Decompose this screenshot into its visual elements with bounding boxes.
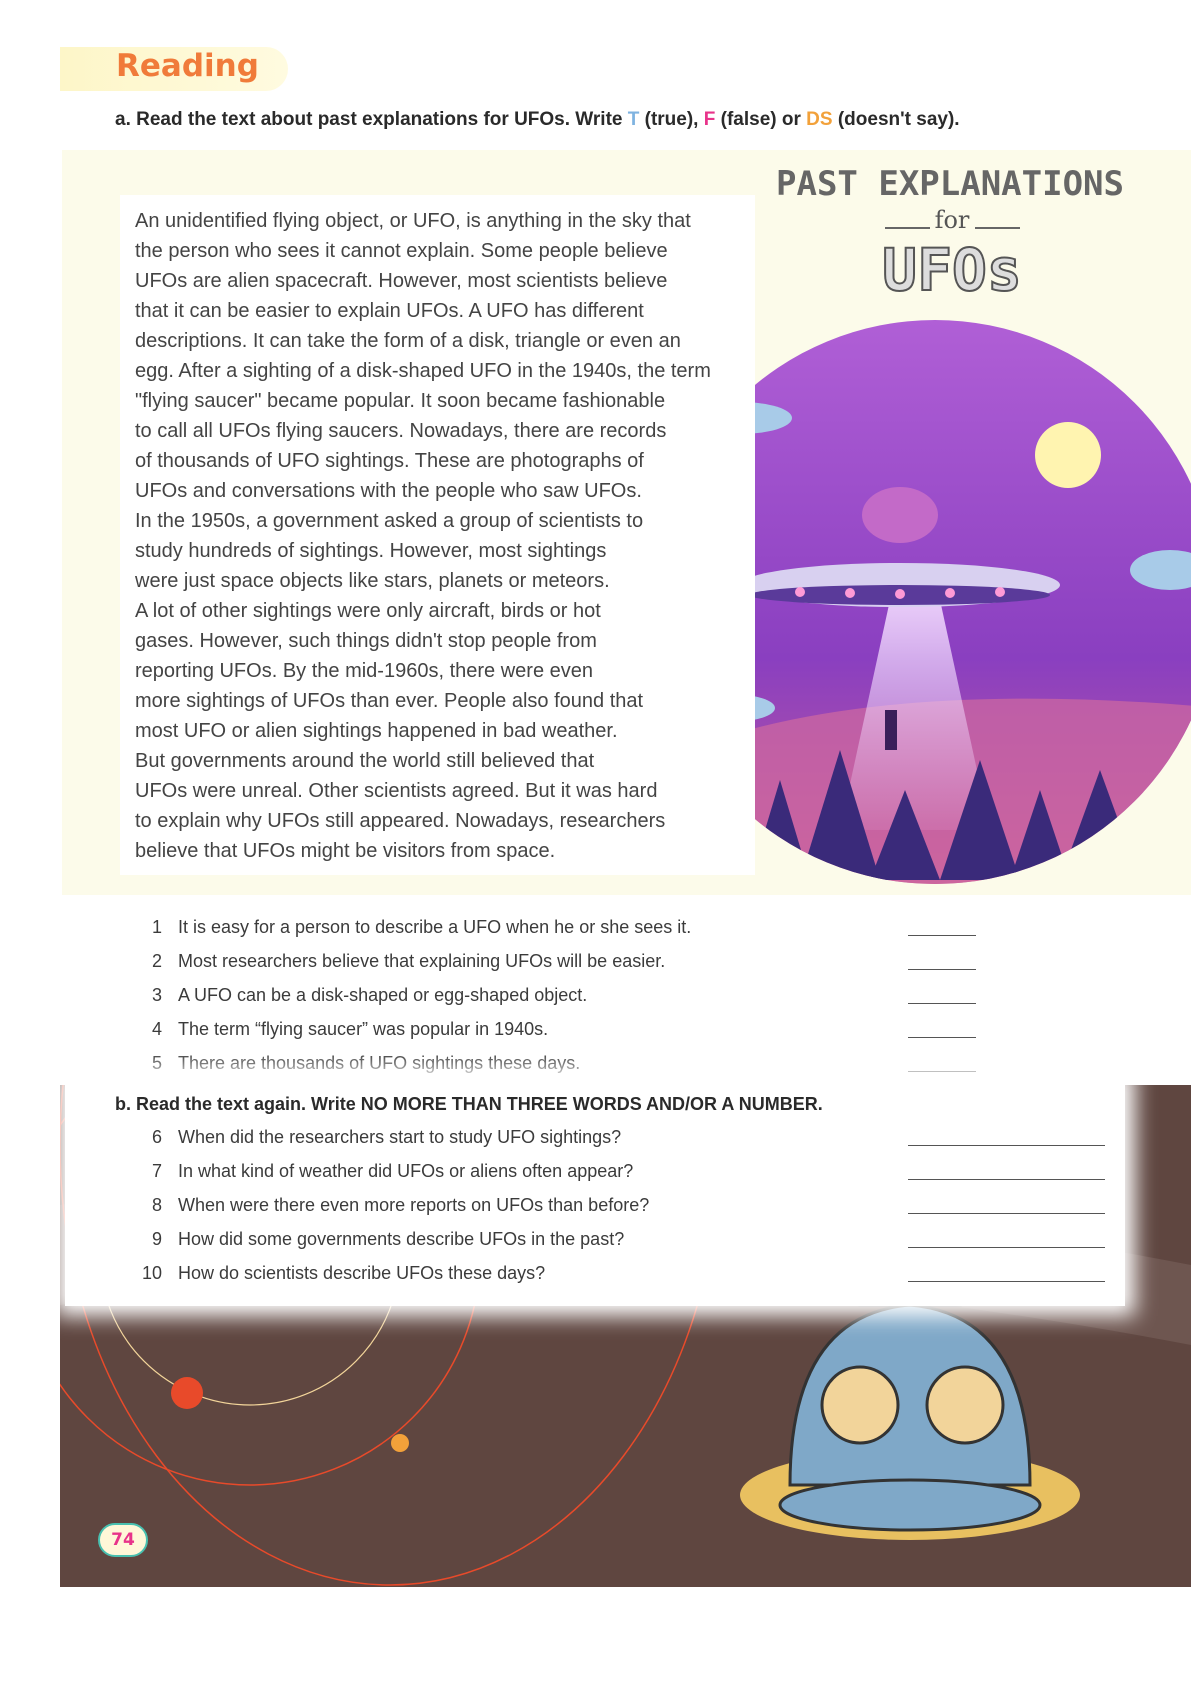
passage-line: study hundreds of sightings. However, most sightings: [135, 540, 607, 562]
robot-spaceship: [740, 1280, 1080, 1540]
passage-line: egg. After a sighting of a disk-shaped UFO in the 1940s, the term: [135, 360, 711, 382]
question-number: 8: [151, 1195, 162, 1215]
question-number: 9: [151, 1229, 162, 1249]
question-number: 3: [151, 985, 162, 1005]
abducted-person: [885, 710, 897, 750]
question-number: 7: [151, 1161, 162, 1181]
passage-line: reporting UFOs. By the mid-1960s, there were even: [135, 660, 593, 682]
question-text: Most researchers believe that explaining UFOs will be easier.: [178, 951, 666, 971]
answer-blank[interactable]: [908, 935, 976, 936]
illustration-title-line3: UFOs: [882, 236, 1022, 304]
passage-line: believe that UFOs might be visitors from space.: [135, 840, 556, 862]
ufo-dome: [862, 487, 938, 543]
passage-line: UFOs and conversations with the people who saw UFOs.: [135, 480, 642, 502]
answer-blank[interactable]: [908, 1179, 1105, 1180]
reading-passage: [135, 206, 735, 866]
question-number: 5: [151, 1053, 162, 1073]
passage-line: the person who sees it cannot explain. Some people believe: [135, 240, 668, 262]
question-text: In what kind of weather did UFOs or aliens often appear?: [178, 1161, 634, 1181]
answer-blank[interactable]: [908, 1071, 976, 1072]
planet: [171, 1377, 203, 1409]
passage-line: UFOs were unreal. Other scientists agreed. But it was hard: [135, 780, 658, 802]
passage-line: "flying saucer" became popular. It soon became fashionable: [135, 390, 666, 412]
passage-line: An unidentified flying object, or UFO, is anything in the sky that: [135, 210, 691, 232]
question-text: When were there even more reports on UFOs than before?: [178, 1195, 650, 1215]
passage-line: UFOs are alien spacecraft. However, most scientists believe: [135, 270, 668, 292]
passage-line: But governments around the world still believed that: [135, 750, 595, 772]
passage-line: of thousands of UFO sightings. These are photographs of: [135, 450, 644, 472]
answer-blank[interactable]: [908, 1145, 1105, 1146]
passage-line: more sightings of UFOs than ever. People also found that: [135, 690, 644, 712]
question-text: How did some governments describe UFOs in the past?: [178, 1229, 625, 1249]
answer-blank[interactable]: [908, 1247, 1105, 1248]
question-number: 1: [151, 917, 162, 937]
illustration-title-line1: PAST EXPLANATIONS: [776, 164, 1124, 204]
instruction-b: b. Read the text again. Write NO MORE THAN THREE WORDS AND/OR A NUMBER.: [115, 1094, 823, 1114]
question-number: 2: [151, 951, 162, 971]
answer-blank[interactable]: [908, 1003, 976, 1004]
question-text: How do scientists describe UFOs these days?: [178, 1263, 546, 1283]
passage-line: that it can be easier to explain UFOs. A UFO has different: [135, 300, 644, 322]
passage-line: gases. However, such things didn't stop people from: [135, 630, 597, 652]
answer-blank[interactable]: [908, 1281, 1105, 1282]
question-text: When did the researchers start to study UFO sightings?: [178, 1127, 622, 1147]
answer-blank[interactable]: [908, 969, 976, 970]
question-number: 4: [151, 1019, 162, 1039]
illustration-title-line2: for: [934, 206, 970, 234]
passage-line: A lot of other sightings were only aircraft, birds or hot: [135, 600, 601, 622]
planet: [391, 1434, 409, 1452]
question-text: There are thousands of UFO sightings these days.: [178, 1053, 581, 1073]
answer-blank[interactable]: [908, 1037, 976, 1038]
passage-line: most UFO or alien sightings happened in bad weather.: [135, 720, 618, 742]
passage-line: were just space objects like stars, planets or meteors.: [135, 570, 610, 592]
page-number: 74: [98, 1523, 148, 1557]
question-text: A UFO can be a disk-shaped or egg-shaped object.: [178, 985, 588, 1005]
instruction-a: a. Read the text about past explanations for UFOs. Write T (true), F (false) or DS (doesn't say).: [115, 109, 960, 130]
question-number: 10: [141, 1263, 162, 1283]
passage-line: descriptions. It can take the form of a disk, triangle or even an: [135, 330, 681, 352]
question-number: 6: [151, 1127, 162, 1147]
moon: [1035, 422, 1101, 488]
section-title: Reading: [116, 48, 259, 84]
question-text: It is easy for a person to describe a UFO when he or she sees it.: [178, 917, 692, 937]
question-text: The term “flying saucer” was popular in 1940s.: [178, 1019, 549, 1039]
passage-line: to explain why UFOs still appeared. Nowadays, researchers: [135, 810, 666, 832]
passage-line: In the 1950s, a government asked a group of scientists to: [135, 510, 644, 532]
passage-line: to call all UFOs flying saucers. Nowadays, there are records: [135, 420, 667, 442]
answer-blank[interactable]: [908, 1213, 1105, 1214]
